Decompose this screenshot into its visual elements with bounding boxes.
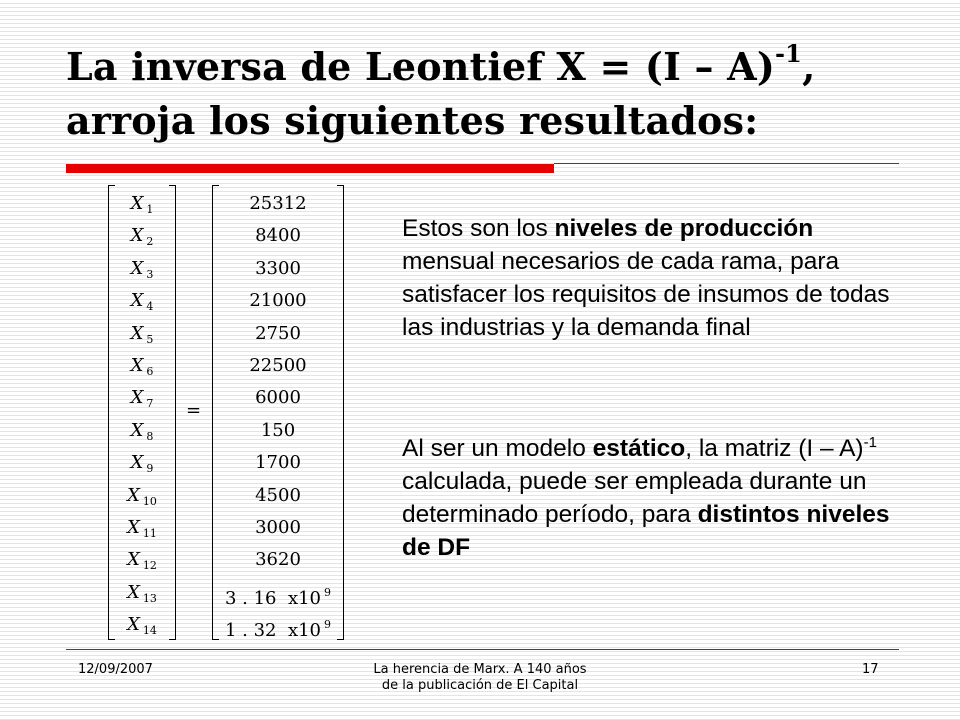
equals-sign: = <box>186 400 202 421</box>
value-cell: 8400 <box>255 225 301 247</box>
title-superscript: -1 <box>775 39 803 68</box>
title-line2: arroja los siguientes resultados: <box>66 98 759 143</box>
values-vector <box>212 185 344 640</box>
value-cell: 2750 <box>255 322 301 344</box>
variable-cell: X $_7$ <box>130 387 154 411</box>
variable-cell: X $_4$ <box>130 290 154 314</box>
variable-cell: X $_2$ <box>130 225 154 249</box>
footer-title: La herencia de Marx. A 140 años de la publicación de El Capital <box>373 662 587 693</box>
slide-title <box>66 40 926 148</box>
variable-cell: X $_9$ <box>130 452 154 476</box>
value-cell: 1700 <box>255 452 301 474</box>
variables-vector <box>108 185 176 640</box>
value-cell: 3620 <box>255 549 301 571</box>
variable-cell: X $_1$ <box>130 193 154 216</box>
title-rule <box>554 163 899 164</box>
variable-cell: X $_{13}$ <box>127 581 157 605</box>
slide-number: 17 <box>862 662 879 677</box>
value-cell: 3000 <box>255 517 301 538</box>
value-cell: 25312 <box>249 193 307 214</box>
variable-cell: X $_{12}$ <box>127 549 157 573</box>
paragraph-static-model: Al ser un modelo estático, la matriz (I – A)$^{-1}$ calculada, puede ser empleada durante un determinado período, para distintos niveles de DF <box>402 434 890 561</box>
value-cell: 22500 <box>249 355 307 376</box>
footer-rule <box>66 649 899 650</box>
value-cell: 6000 <box>255 387 301 409</box>
variable-cell: X $_{10}$ <box>127 484 157 508</box>
paragraph-production-levels: Estos son los niveles de producción mensual necesarios de cada rama, para satisfacer los requisitos de insumos de todas las industrias y la demanda final <box>402 215 890 341</box>
variable-cell: X $_8$ <box>130 419 154 443</box>
footer-date: 12/09/2007 <box>78 662 153 677</box>
value-cell: 1 . 32 x10 $^9$ <box>224 618 332 642</box>
value-cell: 150 <box>260 419 296 441</box>
value-cell: 3300 <box>255 257 301 279</box>
variable-cell: X $_6$ <box>130 355 154 378</box>
variable-cell: X $_{14}$ <box>127 614 157 638</box>
variable-cell: X $_5$ <box>130 322 154 346</box>
title-line1: La inversa de Leontief X = (I – A)$^{-1}$, <box>66 39 816 89</box>
value-cell: 21000 <box>249 290 307 312</box>
title-accent-bar <box>66 164 554 173</box>
value-cell: 3 . 16 x10 $^9$ <box>224 585 332 609</box>
variable-cell: X $_{11}$ <box>127 517 157 540</box>
variable-cell: X $_3$ <box>130 257 154 281</box>
value-cell: 4500 <box>255 484 301 506</box>
